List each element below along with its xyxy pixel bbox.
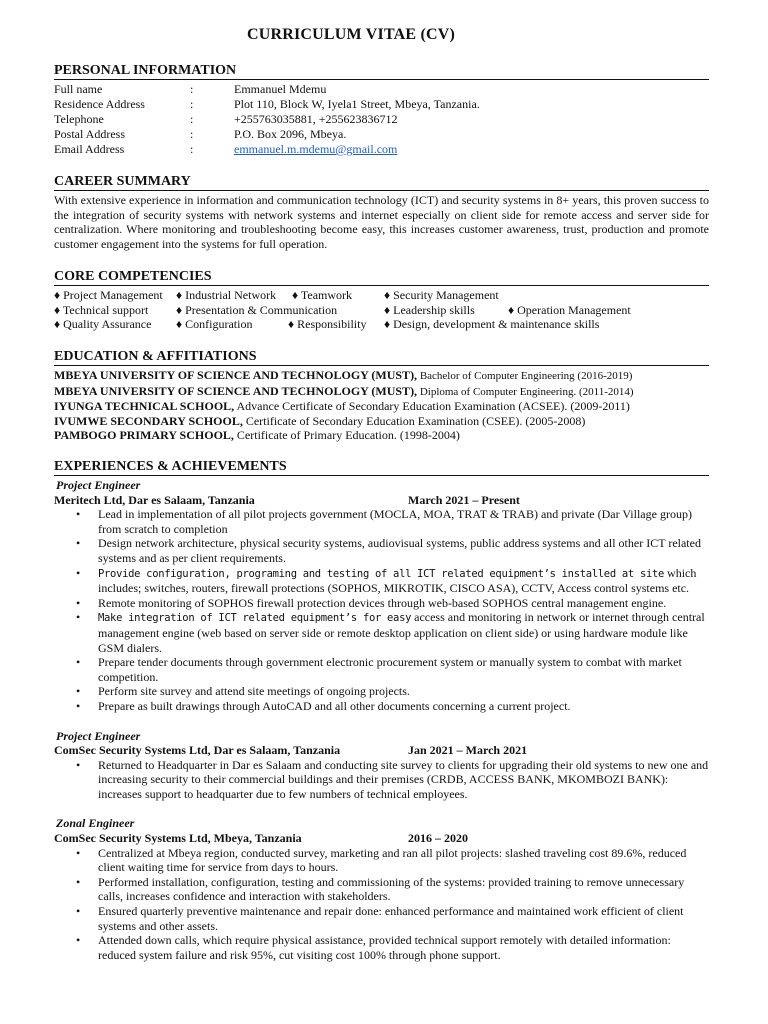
info-label: Email Address <box>54 142 125 156</box>
job-organization: ComSec Security Systems Ltd, Dar es Salaam, Tanzania <box>54 743 341 758</box>
info-colon: : <box>190 127 194 141</box>
info-label: Full name <box>54 82 103 96</box>
competency-item: ♦ Security Management <box>384 288 499 302</box>
personal-info-table <box>54 82 709 157</box>
info-value-telephone: +255763035881, +255623836712 <box>234 112 398 126</box>
job-entry <box>54 816 709 962</box>
career-summary-text: With extensive experience in information and communication technology (ICT) and security systems in 8+ years, this proven success to the integration of security systems with network systems and internet especially on client side for remote access and server side for centralization. Where monitoring and troubleshooting become easy, this increases customer awareness, trust, production and promote customer engagement into the systems for full operation. <box>54 193 709 251</box>
competency-row <box>54 317 709 332</box>
section-heading-personal: PERSONAL INFORMATION <box>54 62 709 80</box>
job-role: Project Engineer <box>56 478 141 492</box>
competency-item: ♦ Quality Assurance <box>54 317 152 332</box>
education-detail: Diploma of Computer Engineering. (2011-2014) <box>417 385 634 398</box>
competency-item: ♦ Technical support <box>54 302 149 317</box>
job-entry <box>54 478 709 714</box>
info-row-full-name <box>54 82 709 97</box>
education-detail: Certificate of Secondary Education Examination (CSEE). (2005-2008) <box>242 413 586 428</box>
job-period: 2016 – 2020 <box>408 831 468 846</box>
school-name: IVUMWE SECONDARY SCHOOL, <box>54 413 243 428</box>
bullet-item: • Remote monitoring of SOPHOS firewall protection devices through web-based SOPHOS central management engine. <box>98 596 709 611</box>
competency-item: ♦ Presentation & Communication <box>176 302 338 317</box>
section-heading-career: CAREER SUMMARY <box>54 173 709 191</box>
school-name: IYUNGA TECHNICAL SCHOOL, <box>54 399 235 414</box>
info-row-postal <box>54 127 709 142</box>
bullet-item: • Ensured quarterly preventive maintenance and repair done: enhanced performance and maintained work efficient of client systems and other assets. <box>98 904 709 933</box>
education-detail: Advance Certificate of Secondary Education Examination (ACSEE). (2009-2011) <box>234 399 630 414</box>
email-link[interactable]: emmanuel.m.mdemu@gmail.com <box>234 142 398 156</box>
info-value-email <box>234 142 709 157</box>
career-summary-section <box>54 173 709 251</box>
job-role: Zonal Engineer <box>56 816 135 831</box>
info-colon: : <box>190 112 194 126</box>
bullet-item <box>98 566 709 596</box>
competency-item: ♦ Responsibility <box>288 317 367 332</box>
competency-item: ♦ Design, development & maintenance skills <box>384 317 600 332</box>
education-section <box>54 348 709 443</box>
info-label: Telephone <box>54 112 104 126</box>
competency-row <box>54 288 709 303</box>
competency-item: ♦ Teamwork <box>292 288 353 302</box>
education-entry <box>54 399 709 414</box>
bullet-item: • Returned to Headquarter in Dar es Salaam and conducting site survey to clients for upgrading their old systems to new one and increasing security to their commercial buildings and their premises (CRDB, ACCESS BANK, MKOMBOZI BANK): increases support to headquarter due to few numbers of technical employees. <box>98 758 709 802</box>
bullet-item <box>98 610 709 655</box>
school-name: MBEYA UNIVERSITY OF SCIENCE AND TECHNOLOGY (MUST), <box>54 368 418 382</box>
info-colon: : <box>190 82 194 96</box>
competency-item: ♦ Configuration <box>176 317 253 332</box>
job-period: March 2021 – Present <box>408 492 520 507</box>
section-heading-competencies: CORE COMPETENCIES <box>54 268 709 286</box>
bullet-mono-text: Provide configuration, programing and testing of all ICT related equipment’s installed at site <box>98 567 665 580</box>
job-bullets <box>54 846 709 963</box>
document-title: CURRICULUM VITAE (CV) <box>246 26 456 43</box>
school-name: MBEYA UNIVERSITY OF SCIENCE AND TECHNOLOGY (MUST), <box>54 383 418 398</box>
info-value-address: Plot 110, Block W, Iyela1 Street, Mbeya, Tanzania. <box>234 97 480 111</box>
info-row-residence <box>54 97 709 112</box>
bullet-item: • Design network architecture, physical security systems, audiovisual systems, public address systems and all other ICT related systems and as per client requirements. <box>98 536 709 565</box>
section-heading-education: EDUCATION & AFFITIATIONS <box>54 348 709 366</box>
education-entry <box>54 368 709 384</box>
info-colon: : <box>190 97 194 111</box>
bullet-mono-text: Make integration of ICT related equipment’s for easy <box>98 612 412 625</box>
bullet-item: • Prepare tender documents through government electronic procurement system or manually system to combat with market competition. <box>98 655 709 684</box>
job-role: Project Engineer <box>56 728 141 743</box>
bullet-item: • Attended down calls, which require physical assistance, provided technical support remotely with detailed information: reduced system failure and risk 95%, cut visiting cost 100% through phone support. <box>98 933 709 962</box>
core-competencies-section <box>54 268 709 332</box>
bullet-item: • Perform site survey and attend site meetings of ongoing projects. <box>98 684 709 699</box>
job-entry <box>54 729 709 802</box>
info-colon: : <box>190 142 194 156</box>
bullet-text: which includes; switches, routers, firewall protections (SOPHOS, MIKROTIK, CISCO ASA), CCTV, Access control systems etc. <box>98 565 697 596</box>
info-value-name: Emmanuel Mdemu <box>234 82 327 96</box>
education-detail: Bachelor of Computer Engineering (2016-2019) <box>417 370 633 382</box>
competency-item: ♦ Operation Management <box>508 302 631 317</box>
experience-section <box>54 458 709 962</box>
bullet-item: • Lead in implementation of all pilot projects government (MOCLA, MOA, TRAT & TRAB) and private (Dar Village group) from scratch to completion <box>98 507 709 536</box>
job-org-row <box>54 493 709 508</box>
info-label: Postal Address <box>54 127 126 141</box>
personal-information-section <box>54 62 709 157</box>
competency-item: ♦ Industrial Network <box>176 288 277 302</box>
job-period: Jan 2021 – March 2021 <box>408 743 528 758</box>
bullet-item: • Centralized at Mbeya region, conducted survey, marketing and ran all pilot projects: slashed traveling cost 89.6%, reduced client waiting time for service from days to hours. <box>98 846 709 875</box>
job-bullets <box>54 507 709 713</box>
bullet-item: • Prepare as built drawings through AutoCAD and all other documents concerning a current project. <box>98 699 709 714</box>
job-organization: Meritech Ltd, Dar es Salaam, Tanzania <box>54 492 255 507</box>
education-entry <box>54 428 709 443</box>
job-org-row <box>54 831 709 846</box>
education-entry <box>54 414 709 429</box>
job-organization: ComSec Security Systems Ltd, Mbeya, Tanzania <box>54 831 302 846</box>
info-row-telephone <box>54 112 709 127</box>
info-value-postal: P.O. Box 2096, Mbeya. <box>234 127 347 141</box>
competency-item: ♦ Project Management <box>54 288 163 302</box>
education-detail: Certificate of Primary Education. (1998-2004) <box>233 428 460 443</box>
section-heading-experience: EXPERIENCES & ACHIEVEMENTS <box>54 458 709 476</box>
school-name: PAMBOGO PRIMARY SCHOOL, <box>54 428 234 443</box>
competency-row <box>54 303 709 318</box>
info-label: Residence Address <box>54 97 145 111</box>
bullet-item: • Performed installation, configuration, testing and commissioning of the systems: provided training to remove unnecessary calls, increases confidence and interaction with stakeholders. <box>98 875 709 904</box>
job-bullets <box>54 758 709 802</box>
education-entry <box>54 384 709 400</box>
job-org-row <box>54 743 709 758</box>
bullet-text: access and monitoring in network or internet through central management engine (web based on server side or remote desktop application on client side) or using hardware module like GSM dialers. <box>98 610 705 655</box>
info-row-email <box>54 142 709 157</box>
competency-item: ♦ Leadership skills <box>384 302 475 317</box>
